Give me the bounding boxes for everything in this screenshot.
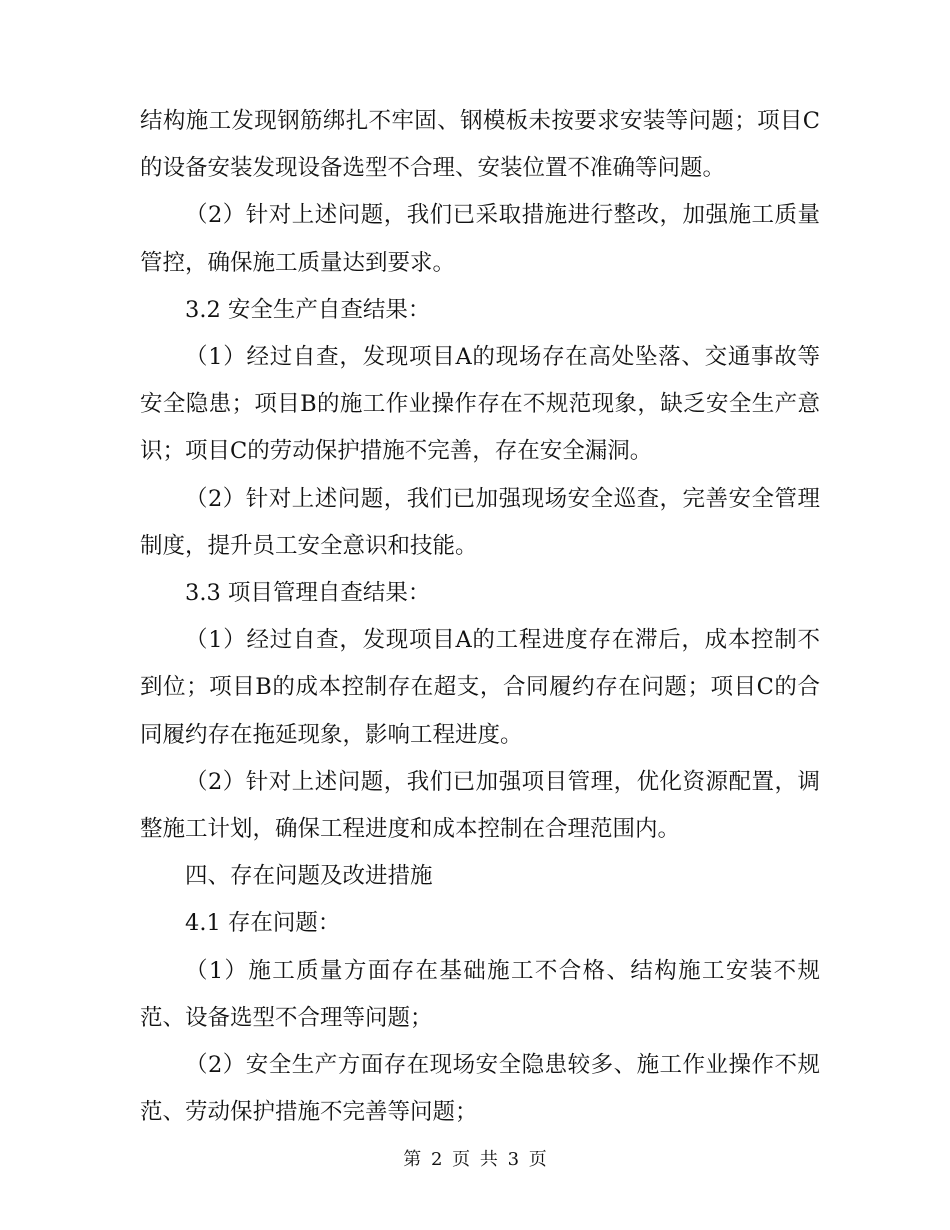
paragraph-7: （1）经过自查，发现项目A的工程进度存在滞后，成本控制不到位；项目B的成本控制存在超支，合同履约存在问题；项目C的合同履约存在拖延现象，影响工程进度。: [140, 627, 820, 748]
section-heading-3-2: 3.2 安全生产自查结果：: [185, 296, 431, 323]
paragraph-1: 结构施工发现钢筋绑扎不牢固、钢模板未按要求安装等问题；项目C的设备安装发现设备选型不合理、安装位置不准确等问题。: [140, 108, 820, 182]
document-body: [140, 98, 820, 1136]
section-heading-4-1: 4.1 存在问题：: [185, 910, 341, 937]
paragraph-5: （2）针对上述问题，我们已加强现场安全巡查，完善安全管理制度，提升员工安全意识和技能。: [140, 485, 820, 559]
paragraph-2: （2）针对上述问题，我们已采取措施进行整改，加强施工质量管控，确保施工质量达到要求。: [140, 202, 820, 276]
document-page: [140, 98, 820, 1136]
paragraph-8: （2）针对上述问题，我们已加强项目管理，优化资源配置，调整施工计划，确保工程进度和成本控制在合理范围内。: [140, 768, 820, 843]
page-number-footer: 第 2 页 共 3 页: [403, 1149, 547, 1170]
paragraph-12: （2）安全生产方面存在现场安全隐患较多、施工作业操作不规范、劳动保护措施不完善等问题；: [140, 1052, 820, 1126]
paragraph-4: （1）经过自查，发现项目A的现场存在高处坠落、交通事故等安全隐患；项目B的施工作业操作存在不规范现象，缺乏安全生产意识；项目C的劳动保护措施不完善，存在安全漏洞。: [140, 344, 820, 465]
paragraph-11: （1）施工质量方面存在基础施工不合格、结构施工安装不规范、设备选型不合理等问题；: [140, 957, 820, 1031]
section-heading-3-3: 3.3 项目管理自查结果：: [185, 580, 431, 607]
section-heading-4: 四、存在问题及改进措施: [185, 863, 433, 890]
